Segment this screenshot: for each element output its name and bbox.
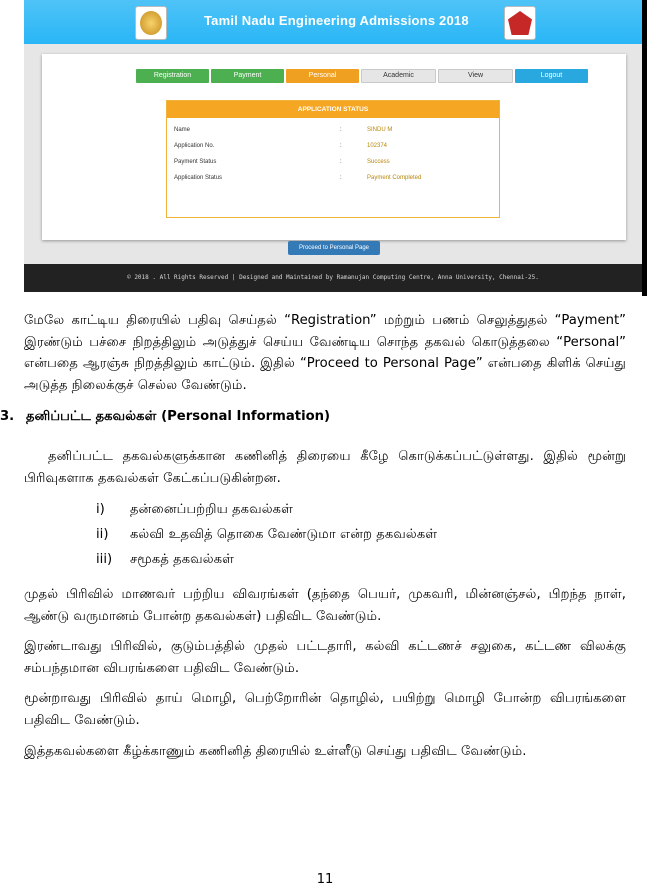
row-value: Success [367, 159, 390, 165]
row-value: Payment Completed [367, 175, 422, 181]
paragraph-second-section: இரண்டாவது பிரிவில், குடும்பத்தில் முதல் பட்டதாரி, கல்வி கட்டணச் சலுகை, கட்டண விலக்கு சம்பந்தமான விபரங்களை பதிவிட வேண்டும். [24, 639, 626, 676]
margin-rule [642, 0, 647, 296]
row-separator: : [340, 159, 342, 165]
list-number: ii) [96, 527, 109, 542]
application-status-box [166, 100, 500, 251]
row-separator: : [340, 175, 342, 181]
tab-registration[interactable]: Registration [136, 69, 209, 83]
row-label: Application Status [174, 175, 223, 181]
proceed-to-personal-page-button[interactable]: Proceed to Personal Page [288, 241, 380, 255]
portal-title: Tamil Nadu Engineering Admissions 2018 [204, 13, 469, 28]
paragraph-closing: இத்தகவல்களை கீழ்க்காணும் கணினித் திரையில் உள்ளீடு செய்து பதிவிட வேண்டும். [24, 744, 527, 759]
status-heading: APPLICATION STATUS [167, 101, 499, 118]
section-title: தனிப்பட்ட தகவல்கள் (Personal Information) [26, 409, 331, 424]
section-number: 3. [0, 409, 15, 424]
row-value: 102374 [367, 143, 388, 149]
paragraph-first-section: முதல் பிரிவில் மாணவர் பற்றிய விவரங்கள் (தந்தை பெயர், முகவரி, மின்னஞ்சல், பிறந்த நாள், ஆண்டு வருமானம் போன்ற தகவல்கள்) பதிவிட வேண்டும். [24, 587, 626, 624]
row-separator: : [340, 143, 342, 149]
tab-academic[interactable]: Academic [361, 69, 436, 83]
list-number: i) [96, 502, 105, 517]
row-separator: : [340, 127, 342, 133]
tab-personal[interactable]: Personal [286, 69, 359, 83]
tab-logout[interactable]: Logout [515, 69, 588, 83]
tab-view[interactable]: View [438, 69, 513, 83]
list-text: கல்வி உதவித் தொகை வேண்டுமா என்ற தகவல்கள் [130, 527, 438, 542]
tab-payment[interactable]: Payment [211, 69, 284, 83]
embedded-screenshot [24, 0, 642, 292]
portal-header [24, 0, 642, 44]
page-number: 11 [316, 872, 334, 887]
row-label: Application No. [174, 143, 215, 149]
list-text: தன்னைப்பற்றிய தகவல்கள் [130, 502, 294, 517]
tamil-nadu-emblem-logo [135, 6, 167, 40]
list-number: iii) [96, 552, 113, 567]
intro-paragraph: மேலே காட்டிய திரையில் பதிவு செய்தல் “Registration” மற்றும் பணம் செலுத்துதல் “Payment” இரண்டும் பச்சை நிறத்திலும் அடுத்துச் செய்ய வேண்டிய சொந்த தகவல் கொடுத்தலை “Personal” என்பதை ஆரஞ்சு நிறத்திலும் காட்டும். இதில் “Proceed to Personal Page” என்பதை கிளிக் செய்து அடுத்த நிலைக்குச் செல்ல வேண்டும். [24, 313, 626, 393]
status-panel [42, 54, 626, 251]
nav-tabs [136, 69, 590, 83]
row-value: SINDU M [367, 127, 393, 133]
list-text: சமூகத் தகவல்கள் [130, 552, 235, 567]
row-label: Payment Status [174, 159, 217, 165]
paragraph-third-section: மூன்றாவது பிரிவில் தாய் மொழி, பெற்றோரின் தொழில், பயிற்று மொழி போன்ற விபரங்களை பதிவிட வேண்டும். [24, 691, 626, 728]
portal-footer: © 2018 . All Rights Reserved | Designed and Maintained by Ramanujan Computing Centre, Anna University, Chennai-25. [24, 264, 642, 292]
section-intro-paragraph: தனிப்பட்ட தகவல்களுக்கான கணினித் திரையை கீழே கொடுக்கப்பட்டுள்ளது. இதில் மூன்று பிரிவுகளாக தகவல்கள் கேட்கப்படுகின்றன. [24, 449, 626, 486]
row-label: Name [174, 127, 191, 133]
anna-university-logo [504, 6, 536, 40]
